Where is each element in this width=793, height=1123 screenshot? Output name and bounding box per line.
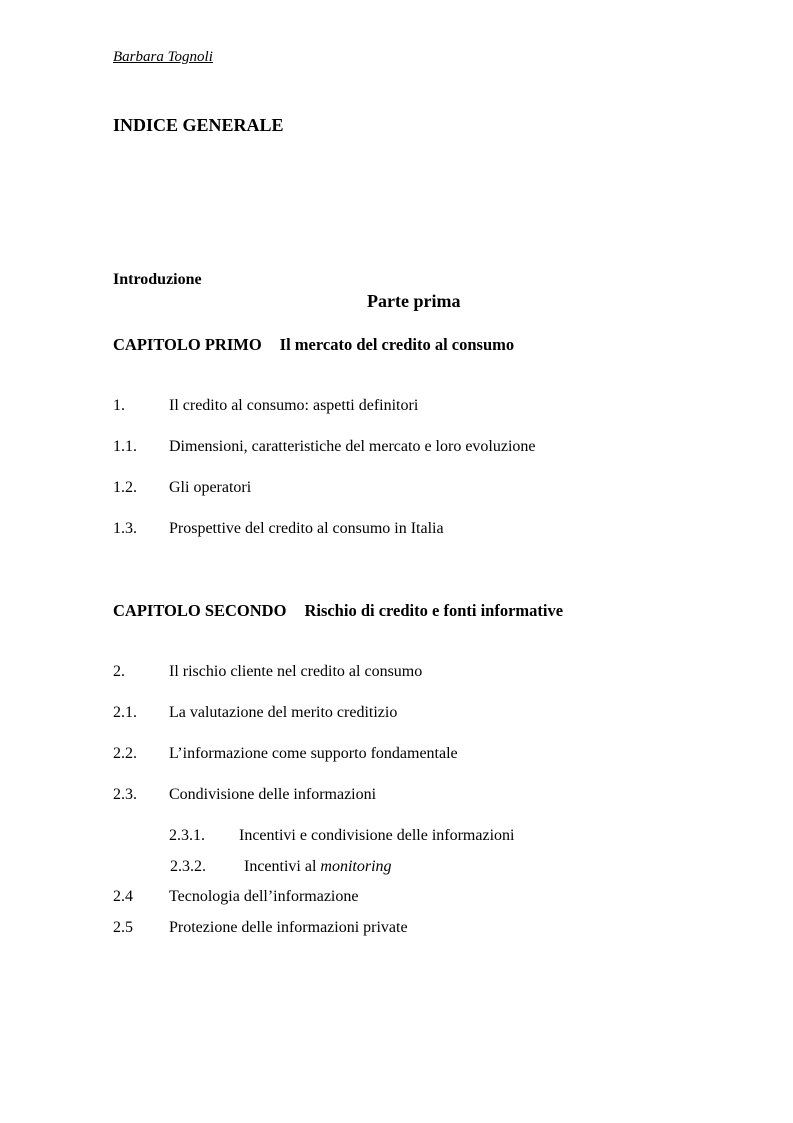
entry-number: 2.4: [113, 888, 133, 905]
subentry-text-italic: monitoring: [320, 858, 392, 875]
chapter-label: CAPITOLO SECONDO: [113, 601, 287, 620]
entry-number: 2.1.: [113, 704, 137, 721]
entry-text: Prospettive del credito al consumo in Italia: [169, 520, 444, 537]
entry-text: Tecnologia dell’informazione: [169, 888, 359, 905]
entry-text: Gli operatori: [169, 479, 252, 496]
entry-text: Condivisione delle informazioni: [169, 786, 377, 803]
author-name: Barbara Tognoli: [113, 49, 213, 65]
subentry-text-plain: Incentivi al: [244, 858, 321, 875]
entry-number: 2.2.: [113, 745, 137, 762]
entry-text: Il credito al consumo: aspetti definitori: [169, 397, 419, 414]
entry-number: 2.: [113, 663, 125, 680]
subentry-text: Incentivi e condivisione delle informazioni: [239, 827, 515, 844]
entry-text: Il rischio cliente nel credito al consumo: [169, 663, 423, 680]
entry-number: 2.3.: [113, 786, 137, 803]
subentry-text: [244, 858, 392, 876]
chapter-heading: [113, 335, 514, 355]
entry-text: Protezione delle informazioni private: [169, 919, 408, 936]
introduction-heading: Introduzione: [113, 271, 202, 288]
entry-text: L’informazione come supporto fondamentale: [169, 745, 458, 762]
subentry-number: 2.3.2.: [170, 858, 206, 875]
entry-number: 1.: [113, 397, 125, 414]
part-heading: Parte prima: [367, 291, 461, 311]
subentry-number: 2.3.1.: [169, 827, 205, 844]
entry-text: Dimensioni, caratteristiche del mercato e loro evoluzione: [169, 438, 536, 455]
page-title: INDICE GENERALE: [113, 115, 284, 135]
chapter-title: Il mercato del credito al consumo: [279, 335, 515, 354]
entry-number: 2.5: [113, 919, 133, 936]
chapter-heading: [113, 601, 563, 621]
entry-number: 1.3.: [113, 520, 137, 537]
entry-text: La valutazione del merito creditizio: [169, 704, 398, 721]
chapter-label: CAPITOLO PRIMO: [113, 335, 262, 354]
entry-number: 1.2.: [113, 479, 137, 496]
entry-number: 1.1.: [113, 438, 137, 455]
chapter-title: Rischio di credito e fonti informative: [304, 601, 564, 620]
